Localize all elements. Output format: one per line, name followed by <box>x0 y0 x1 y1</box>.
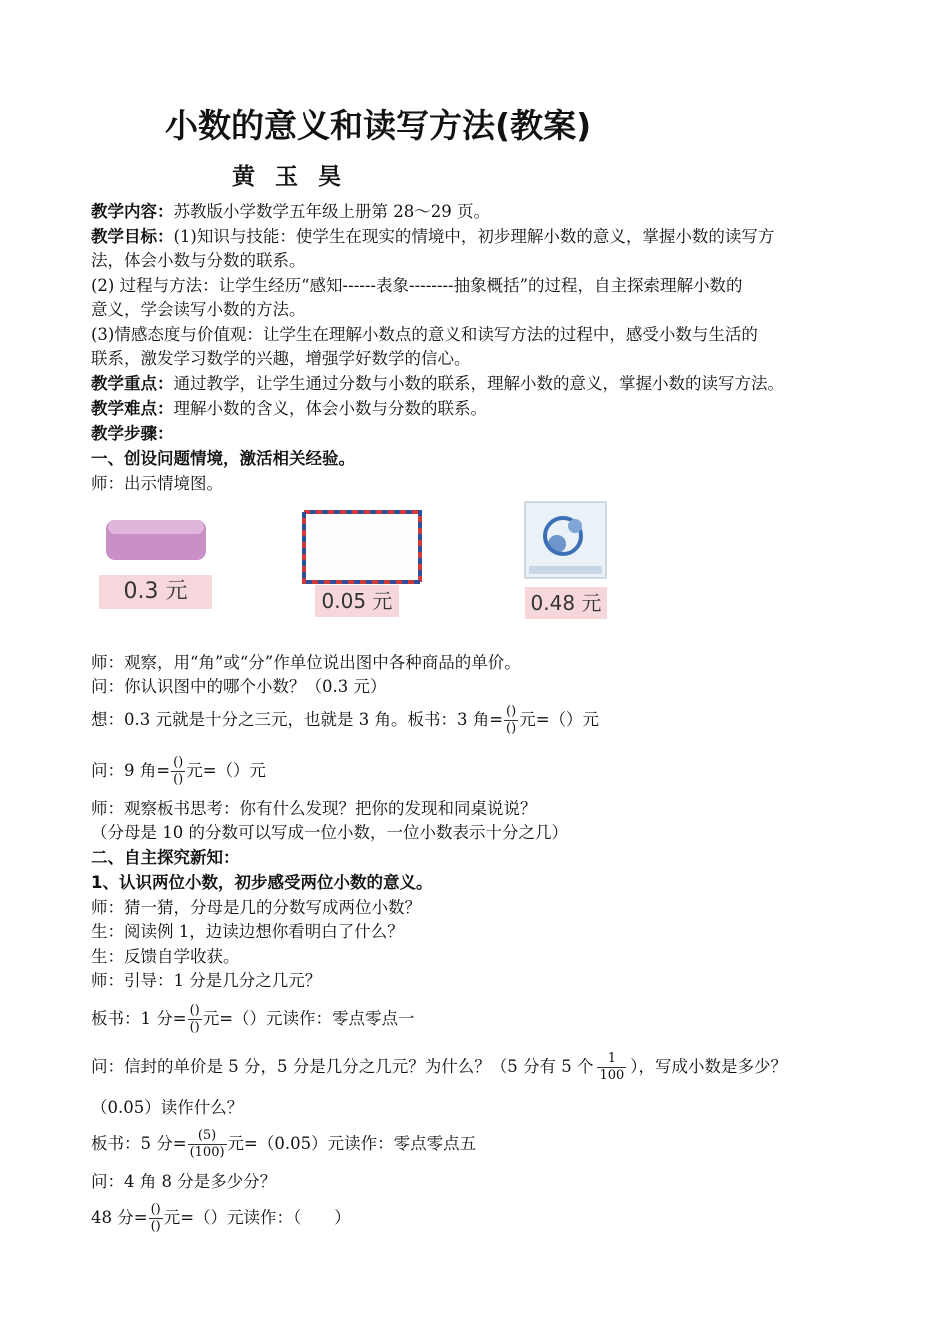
fraction <box>188 1003 202 1036</box>
fraction <box>597 1051 626 1084</box>
formula-line <box>91 703 599 737</box>
envelope-icon <box>302 510 422 584</box>
text-line: 法，体会小数与分数的联系。 <box>91 251 306 270</box>
line-text: 元=（）元 <box>186 761 267 780</box>
formula-line <box>91 1201 351 1235</box>
numerator: (5) <box>188 1128 227 1145</box>
line-text: 48 分= <box>91 1208 148 1227</box>
line-text: 问：信封的单价是 5 分，5 分是几分之几元？为什么？（5 分有 5 个 <box>91 1057 594 1076</box>
denominator: () <box>173 772 184 787</box>
text-line: 师：观察，用“角”或“分”作单位说出图中各种商品的单价。 <box>91 653 521 672</box>
denominator: () <box>150 1219 161 1234</box>
numerator: () <box>173 755 184 770</box>
text-line: 师：出示情境图。 <box>91 474 223 493</box>
text-line: 师：引导：1 分是几分之几元？ <box>91 971 322 990</box>
text-line: （分母是 10 的分数可以写成一位小数，一位小数表示十分之几） <box>91 823 568 842</box>
section-label: 教学难点： <box>91 399 174 418</box>
formula-line <box>91 1050 787 1084</box>
envelope-price-tag: 0.05 元 <box>315 585 399 617</box>
line-text: 元=（）元读作：（ ） <box>163 1208 351 1227</box>
teaching-focus-line <box>91 373 784 395</box>
section-heading-2: 二、自主探究新知： <box>91 848 240 867</box>
line-text: 苏教版小学数学五年级上册第 28～29 页。 <box>173 202 490 221</box>
line-text: 想：0.3 元就是十分之三元，也就是 3 角。板书：3 角= <box>91 710 504 729</box>
line-text: 板书：5 分= <box>91 1134 187 1153</box>
stamp-price-tag: 0.48 元 <box>525 587 607 619</box>
line-text: ），写成小数是多少？ <box>630 1057 788 1076</box>
denominator: (100) <box>189 1145 225 1160</box>
text-line: 联系，激发学习数学的兴趣，增强学好数学的信心。 <box>91 349 471 368</box>
fraction <box>171 755 185 788</box>
document-title: 小数的意义和读写方法(教案) <box>165 106 592 145</box>
line-text: 通过教学，让学生通过分数与小数的联系，理解小数的意义，掌握小数的读写方法。 <box>173 374 784 393</box>
text-line: 问：你认识图中的哪个小数？（0.3 元） <box>91 677 387 696</box>
line-text: 元=（）元 <box>519 710 600 729</box>
line-text: 元=（）元读作：零点零点一 <box>202 1009 415 1028</box>
steps-heading: 教学步骤： <box>91 424 174 443</box>
numerator: () <box>189 1003 200 1018</box>
line-text: 元=（0.05）元读作：零点零点五 <box>227 1134 477 1153</box>
text-line: 生：反馈自学收获。 <box>91 947 240 966</box>
fraction <box>504 704 518 737</box>
denominator: 100 <box>599 1068 625 1083</box>
numerator: () <box>506 704 517 719</box>
denominator: () <box>189 1020 200 1035</box>
stamp-icon <box>523 500 608 580</box>
section-label: 教学重点： <box>91 374 174 393</box>
fraction <box>149 1202 163 1235</box>
line-text: 问：9 角= <box>91 761 171 780</box>
teaching-goal-line <box>91 226 774 248</box>
stamp-picture <box>523 500 608 580</box>
text-line: 师：猜一猜，分母是几的分数写成两位小数？ <box>91 898 421 917</box>
text-line: 师：观察板书思考：你有什么发现？把你的发现和同桌说说？ <box>91 799 537 818</box>
numerator: () <box>150 1202 161 1217</box>
text-line: (2) 过程与方法：让学生经历“感知------表象--------抽象概括”的过程，自主探索理解小数的 <box>91 276 743 295</box>
formula-line <box>91 754 266 788</box>
line-text: 理解小数的含义，体会小数与分数的联系。 <box>173 399 487 418</box>
text-line: 问：4 角 8 分是多少分？ <box>91 1172 277 1191</box>
subsection-heading: 1、认识两位小数，初步感受两位小数的意义。 <box>91 873 433 892</box>
teaching-content-line <box>91 201 490 223</box>
formula-line <box>91 1127 476 1161</box>
text-line: 意义，学会读写小数的方法。 <box>91 300 306 319</box>
fraction <box>188 1128 227 1161</box>
line-text: (1)知识与技能：使学生在现实的情境中，初步理解小数的意义，掌握小数的读写方 <box>173 227 775 246</box>
line-text: 板书：1 分= <box>91 1009 187 1028</box>
section-label: 教学目标： <box>91 227 174 246</box>
denominator: () <box>506 721 517 736</box>
section-label: 教学内容： <box>91 202 174 221</box>
text-line: (3)情感态度与价值观：让学生在理解小数点的意义和读写方法的过程中，感受小数与生活的 <box>91 325 758 344</box>
envelope-picture <box>302 510 422 584</box>
author-name: 黄 玉 昊 <box>232 164 348 190</box>
text-line: （0.05）读作什么？ <box>91 1098 244 1117</box>
eraser-price-tag: 0.3 元 <box>99 575 212 609</box>
teaching-difficulty-line <box>91 398 487 420</box>
section-heading-1: 一、创设问题情境，激活相关经验。 <box>91 449 355 468</box>
numerator: 1 <box>597 1051 626 1068</box>
eraser-icon <box>100 514 212 564</box>
formula-line <box>91 1002 415 1036</box>
text-line: 生：阅读例 1，边读边想你看明白了什么？ <box>91 922 404 941</box>
